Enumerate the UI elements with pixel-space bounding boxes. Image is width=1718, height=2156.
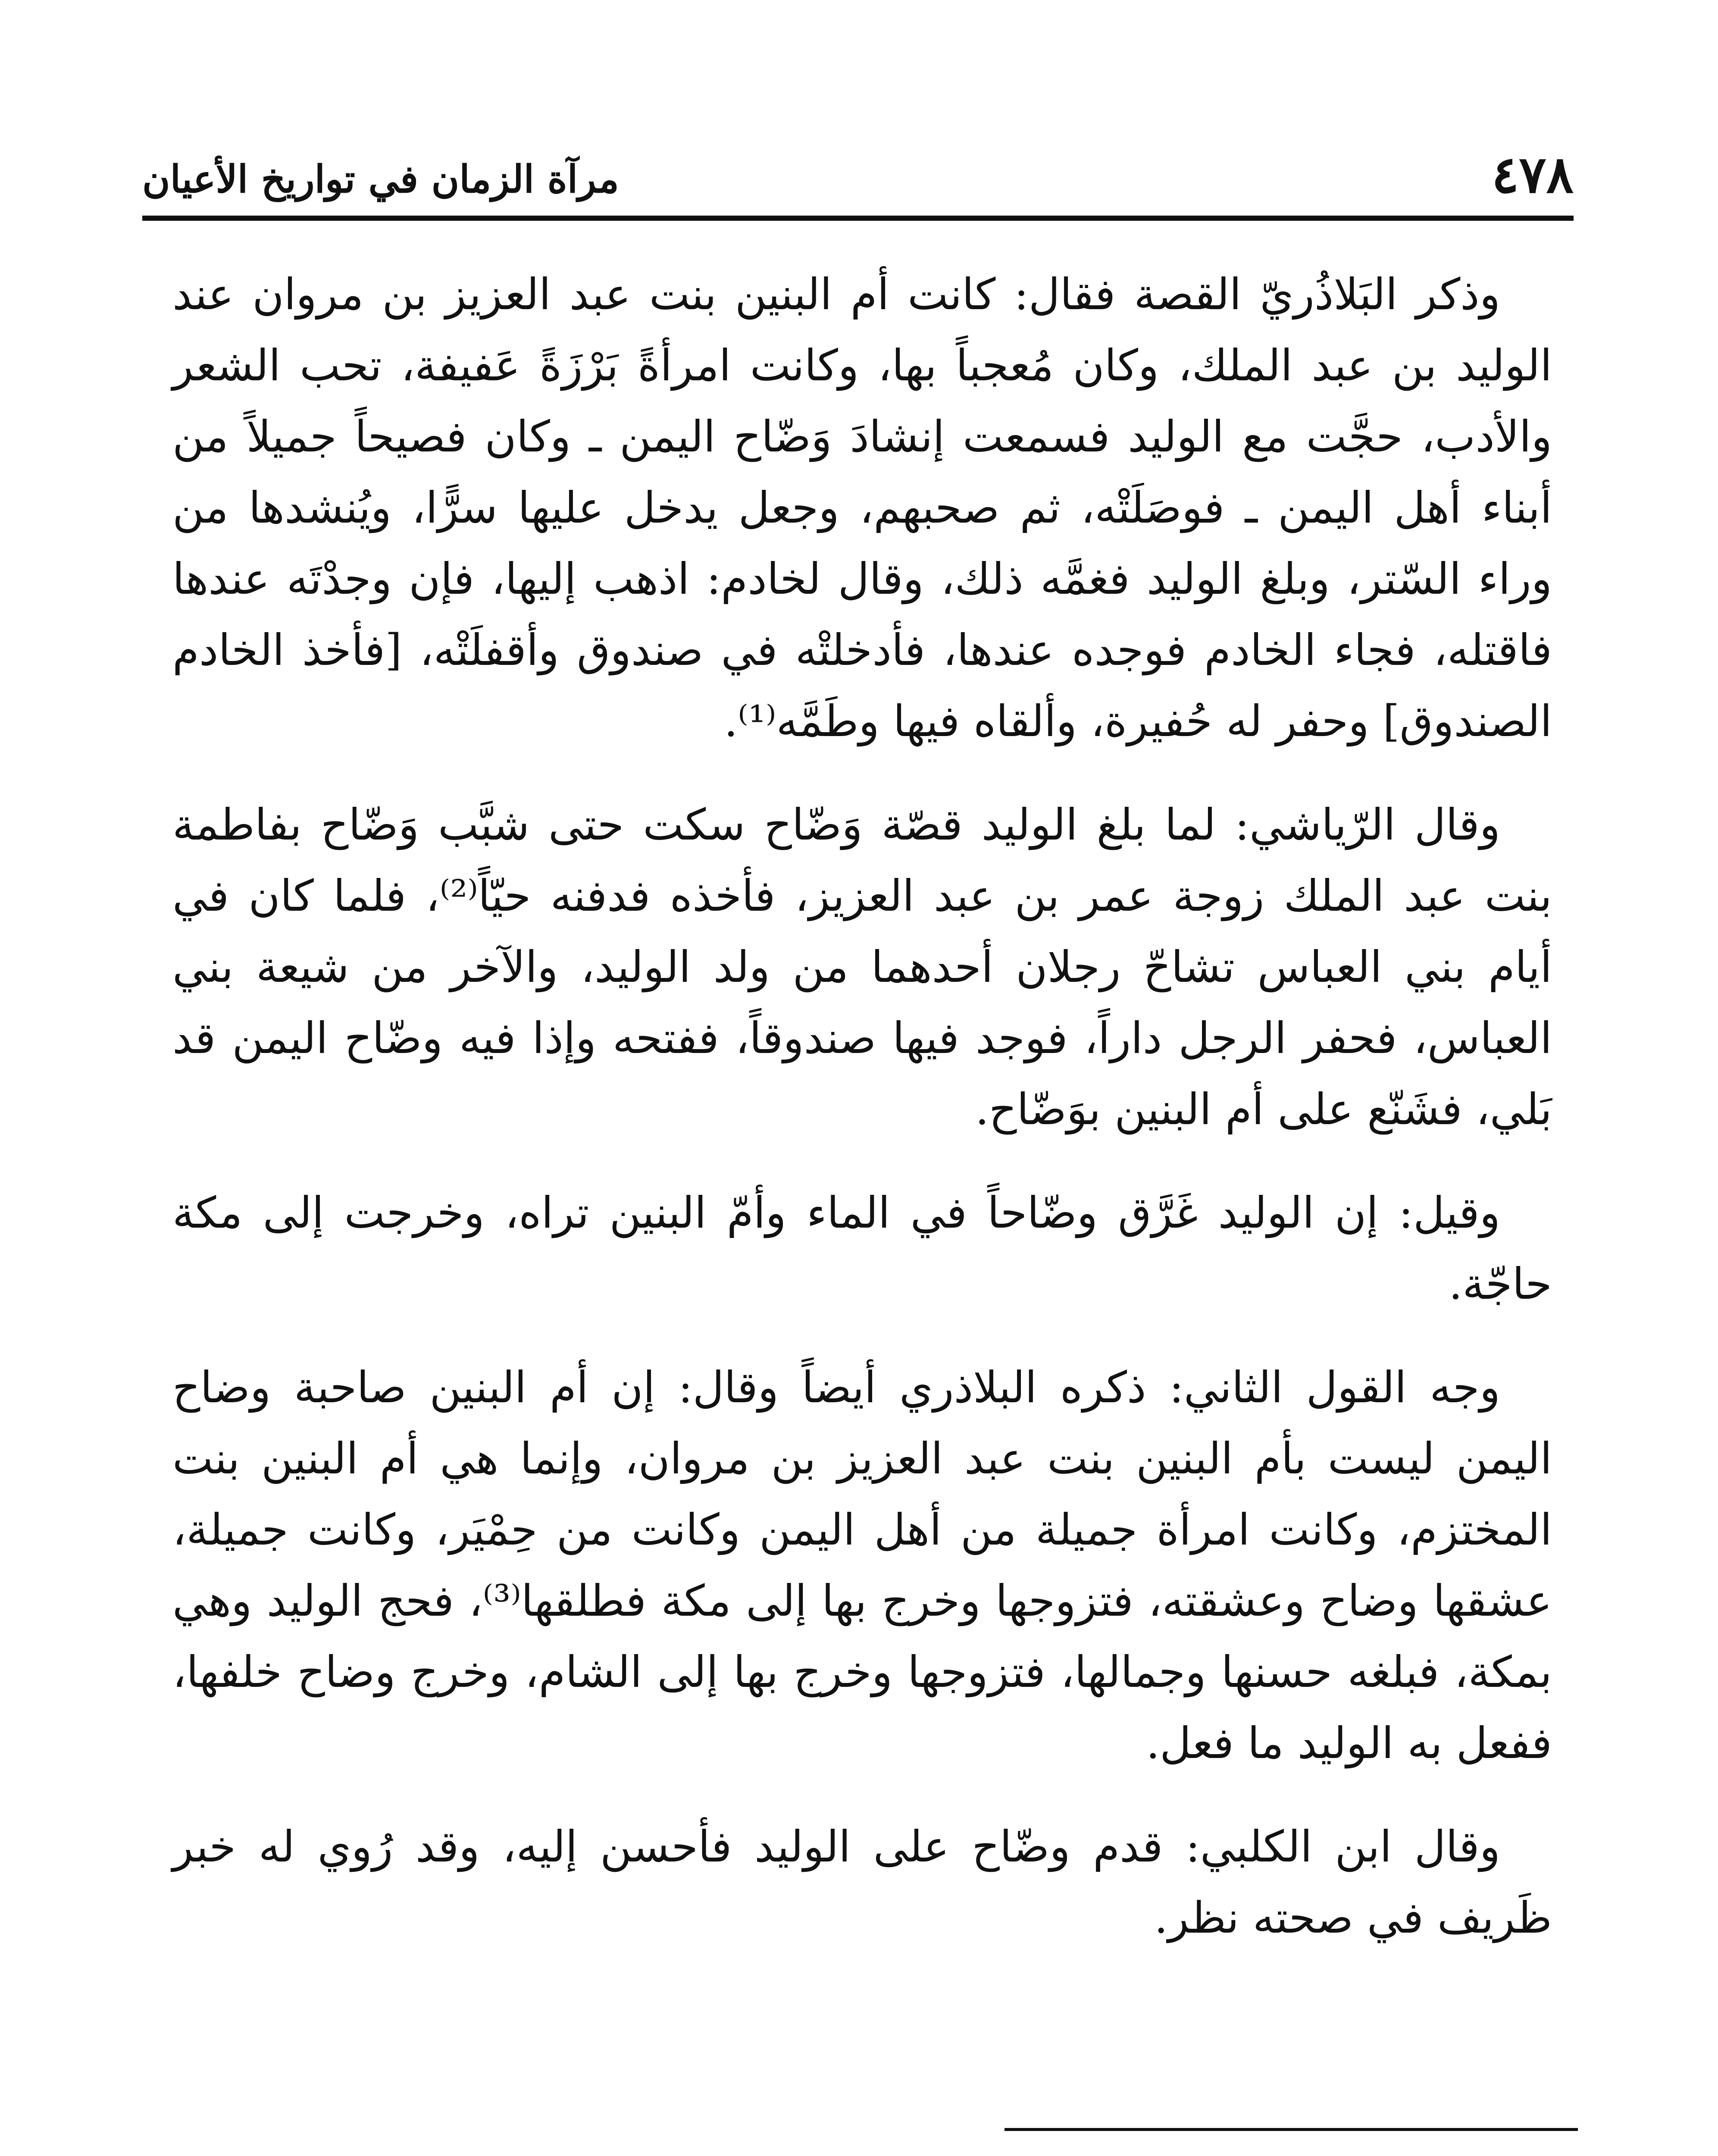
paragraph-1: وذكر البَلاذُريّ القصة فقال: كانت أم البنين بنت عبد العزيز بن مروان عند الوليد بن عبد الملك، وكان مُعجباً بها، وكانت امرأةً بَرْزَةً عَفيفة، تحب الشعر والأدب، حجَّت مع الوليد فسمعت إنشادَ وَضّاح اليمن ـ وكان فصيحاً جميلاً من أبناء أهل اليمن ـ فوصَلَتْه، ثم صحبهم، وجعل يدخل عليها سرًّا، ويُنشدها من وراء السّتر، وبلغ الوليد فغمَّه ذلك، وقال لخادم: اذهب إليها، فإن وجدْتَه عندها فاقتله، فجاء الخادم فوجده عندها، فأدخلتْه في صندوق وأقفلَتْه، [فأخذ الخادم الصندوق] وحفر له حُفيرة، وألقاه فيها وطَمَّه⁽¹⁾. bbox=[172, 269, 1552, 746]
running-title: مرآة الزمان في تواريخ الأعيان bbox=[142, 157, 619, 201]
page-number: ٤٧٨ bbox=[1491, 144, 1574, 204]
header-rule bbox=[142, 216, 1574, 221]
paragraph-3: وقيل: إن الوليد غَرَّق وضّاحاً في الماء وأمّ البنين تراه، وخرجت إلى مكة حاجّة. bbox=[172, 1188, 1552, 1309]
page-header bbox=[142, 142, 1574, 216]
footnote-rule bbox=[1005, 2128, 1578, 2131]
main-text bbox=[172, 259, 1552, 1986]
paragraph-4: وجه القول الثاني: ذكره البلاذري أيضاً وقال: إن أم البنين صاحبة وضاح اليمن ليست بأم البنين بنت عبد العزيز بن مروان، وإنما هي أم البنين بنت المختزم، وكانت امرأة جميلة من أهل اليمن وكانت من حِمْيَر، وكانت جميلة، عشقها وضاح وعشقته، فتزوجها وخرج بها إلى مكة فطلقها⁽³⁾، فحج الوليد وهي بمكة، فبلغه حسنها وجمالها، فتزوجها وخرج بها إلى الشام، وخرج وضاح خلفها، ففعل به الوليد ما فعل. bbox=[172, 1362, 1552, 1768]
paragraph-5: وقال ابن الكلبي: قدم وضّاح على الوليد فأحسن إليه، وقد رُوي له خبر ظَريف في صحته نظر. bbox=[172, 1821, 1552, 1943]
paragraph-2: وقال الرّياشي: لما بلغ الوليد قصّة وَضّاح سكت حتى شبَّب وَضّاح بفاطمة بنت عبد الملك زوجة عمر بن عبد العزيز، فأخذه فدفنه حيّاً⁽²⁾، فلما كان في أيام بني العباس تشاحّ رجلان أحدهما من ولد الوليد، والآخر من شيعة بني العباس، فحفر الرجل داراً، فوجد فيها صندوقاً، ففتحه وإذا فيه وضّاح اليمن قد بَلي، فشَنّع على أم البنين بوَضّاح. bbox=[172, 799, 1552, 1134]
